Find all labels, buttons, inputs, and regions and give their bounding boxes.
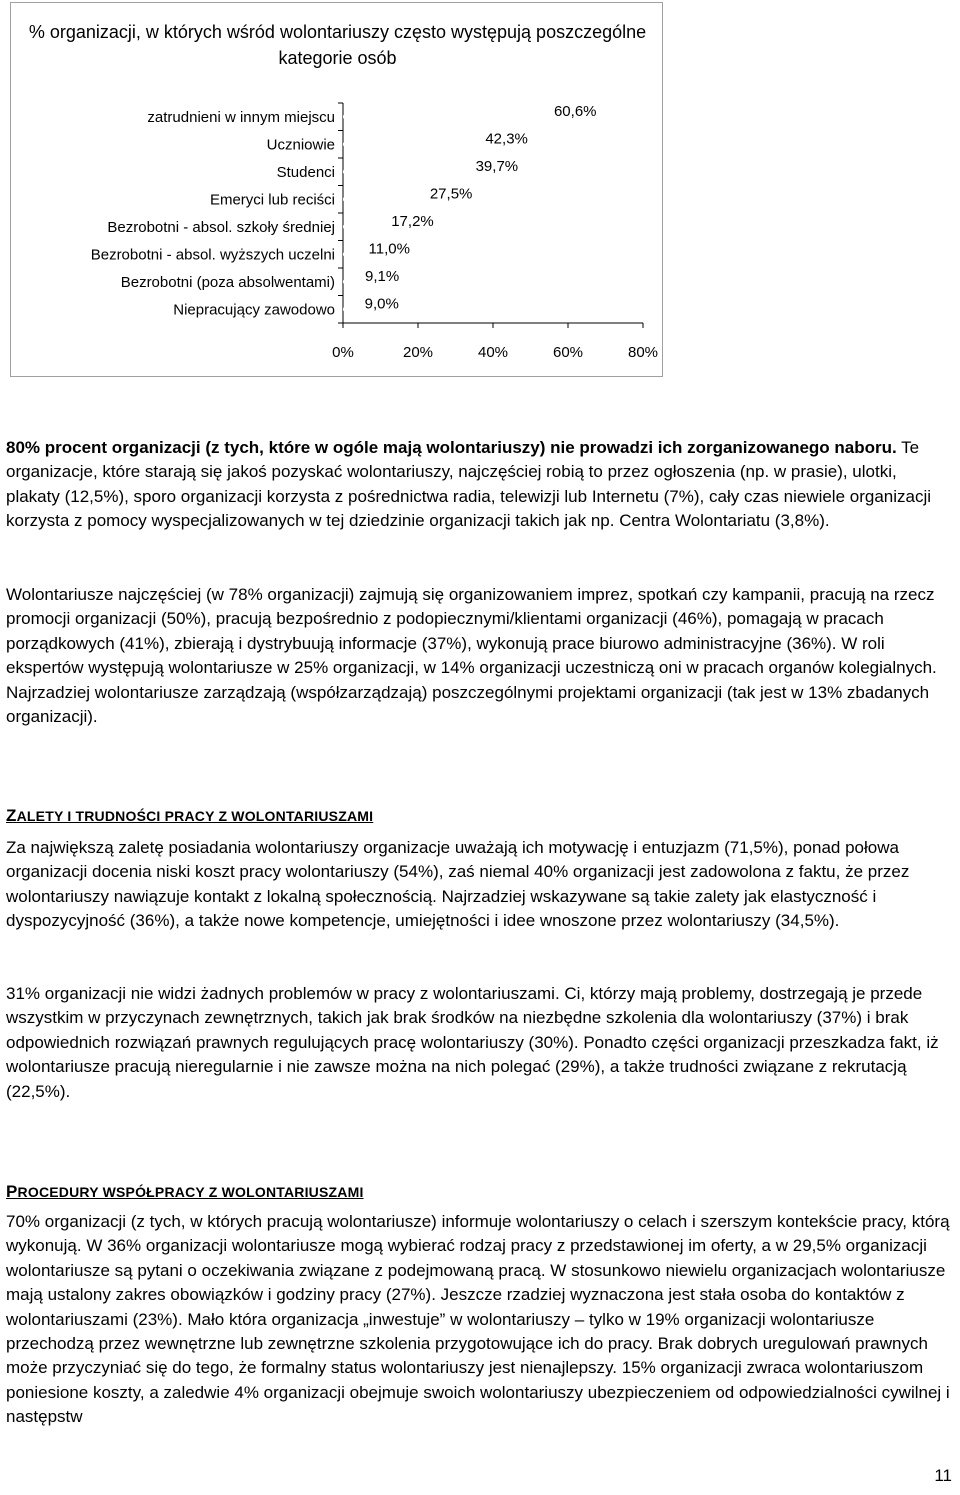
bar xyxy=(343,170,492,173)
data-label: 27,5% xyxy=(429,185,473,203)
chart-container xyxy=(10,2,663,377)
category-label: Niepracujący zawodowo xyxy=(173,301,335,319)
paragraph-recruitment-bold: 80% procent organizacji (z tych, które w ogóle mają wolontariuszy) nie prowadzi ich zorganizowanego naboru. xyxy=(6,438,897,457)
heading-procedures-rest: ROCEDURY WSPÓŁPRACY Z WOLONTARIUSZAMI xyxy=(17,1184,364,1200)
paragraph-procedures: 70% organizacji (z tych, w których pracują wolontariusze) informuje wolontariuszy o celach i szerszym kontekście pracy, którą wykonują. W 36% organizacji wolontariusze mogą wybierać rodzaj pracy z przedstawionej im oferty, a w 29,5% organizacji wolontariusze są pytani o oczekiwania związane z podejmowaną pracą. W stosunkowo niewielu organizacjach wolontariusze mają ustalony zakres obowiązków i godziny pracy (27%). Jeszcze rzadziej wyznaczona jest stała osoba do kontaktów z wolontariuszami (23%). Mało która organizacja „inwestuje” w wolontariuszy – tylko w 19% organizacji wolontariusze przechodzą przez wewnętrzne lub zewnętrzne szkolenia przygotowujące ich do pracy. Brak dobrych uregulowań prawnych może przyczyniać się do tego, że formalny status wolontariuszy jest nienajlepszy. 15% organizacji zwraca wolontariuszom poniesione koszty, a zaledwie 4% organizacji obejmuje swoich wolontariuszy ubezpieczeniem od odpowiedzialności cywilnej i następstw xyxy=(6,1212,950,1427)
heading-advantages xyxy=(6,806,373,826)
category-label: Emeryci lub reciści xyxy=(209,191,335,209)
x-tick-label: 40% xyxy=(477,344,509,361)
category-label: zatrudnieni w innym miejscu xyxy=(147,108,335,126)
data-label: 9,0% xyxy=(364,295,399,313)
data-label: 11,0% xyxy=(368,240,410,258)
category-label: Uczniowie xyxy=(266,136,335,154)
page-number: 11 xyxy=(934,1466,952,1485)
heading-advantages-initial: Z xyxy=(6,806,17,825)
heading-procedures-initial: P xyxy=(6,1182,18,1201)
x-tick-label: 20% xyxy=(402,344,434,361)
paragraph-volunteer-tasks: Wolontariusze najczęściej (w 78% organizacji) zajmują się organizowaniem imprez, spotkań czy kampanii, pracują na rzecz promocji organizacji (50%), pracują bezpośrednio z podopiecznymi/klientami organizacji (46%), pomagają w pracach porządkowych (41%), zbierają i dystrybuują informacje (37%), wykonują prace biurowo administracyjne (36%). W roli ekspertów występują wolontariusze w 25% organizacji, w 14% organizacji uczestniczą oni w pracach organów kolegialnych. Najrzadziej wolontariusze zarządzają (współzarządzają) poszczególnymi projektami organizacji (tak jest w 13% zbadanych organizacji). xyxy=(6,585,937,727)
category-label: Studenci xyxy=(276,163,335,181)
paragraph-problems: 31% organizacji nie widzi żadnych problemów w pracy z wolontariuszami. Ci, którzy mają problemy, dostrzegają je przede wszystkim w przyczynach zewnętrznych, takich jak brak środków na niezbędne szkolenia dla wolontariuszy (37%) i brak odpowiednich rozwiązań prawnych regulujących pracę wolontariuszy (30%). Ponadto części organizacji przeszkadza fakt, iż wolontariusze pracują nieregularnie i nie zawsze można na nich polegać (29%), a także trudności związane z rekrutacją (22,5%). xyxy=(6,984,939,1101)
bar xyxy=(343,115,570,118)
category-label: Bezrobotni - absol. szkoły średniej xyxy=(107,218,335,236)
paragraph-advantages: Za największą zaletę posiadania wolontariuszy organizacje uważają ich motywację i entuzjazm (71,5%), ponad połowa organizacji docenia niski koszt pracy wolontariuszy (54%), zaś niemal 40% organizacji jest zadowolona z faktu, że przez wolontariuszy nawiązuje kontakt z lokalną społecznością. Najrzadziej wskazywane są takie zalety jak elastyczność i dyspozycyjność (36%), a także nowe kompetencje, umiejętności i idee wnoszone przez wolontariuszy (34,5%). xyxy=(6,838,910,931)
heading-procedures xyxy=(6,1182,364,1202)
data-label: 60,6% xyxy=(553,102,597,120)
data-label: 17,2% xyxy=(391,212,434,230)
bar xyxy=(343,143,502,146)
x-tick-label: 80% xyxy=(627,344,659,361)
paragraph-recruitment xyxy=(6,436,954,534)
heading-advantages-rest: ALETY I TRUDNOŚCI PRACY Z WOLONTARIUSZAMI xyxy=(16,808,374,824)
data-label: 9,1% xyxy=(365,267,400,285)
data-label: 42,3% xyxy=(485,130,528,148)
category-label: Bezrobotni - absol. wyższych uczelni xyxy=(90,246,335,264)
x-tick-label: 60% xyxy=(552,344,584,361)
paragraph-recruitment-rest: Te organizacje, które starają się jakoś pozyskać wolontariuszy, najczęściej robią to przez ogłoszenia (np. w prasie), ulotki, plakaty (12,5%), sporo organizacji korzysta z pośrednictwa radia, telewizji lub Internetu (7%), cały czas niewiele organizacji korzysta z pomocy wyspecjalizowanych w tej dziedzinie organizacji takich jak np. Centra Wolontariatu (3,8%). xyxy=(6,438,932,531)
chart-title: % organizacji, w których wśród wolontariuszy często występują poszczególne kategorie osób xyxy=(28,22,647,68)
category-label: Bezrobotni (poza absolwentami) xyxy=(120,273,335,291)
data-label: 39,7% xyxy=(475,157,519,175)
bar-chart xyxy=(11,3,664,378)
x-tick-label: 0% xyxy=(332,344,354,361)
